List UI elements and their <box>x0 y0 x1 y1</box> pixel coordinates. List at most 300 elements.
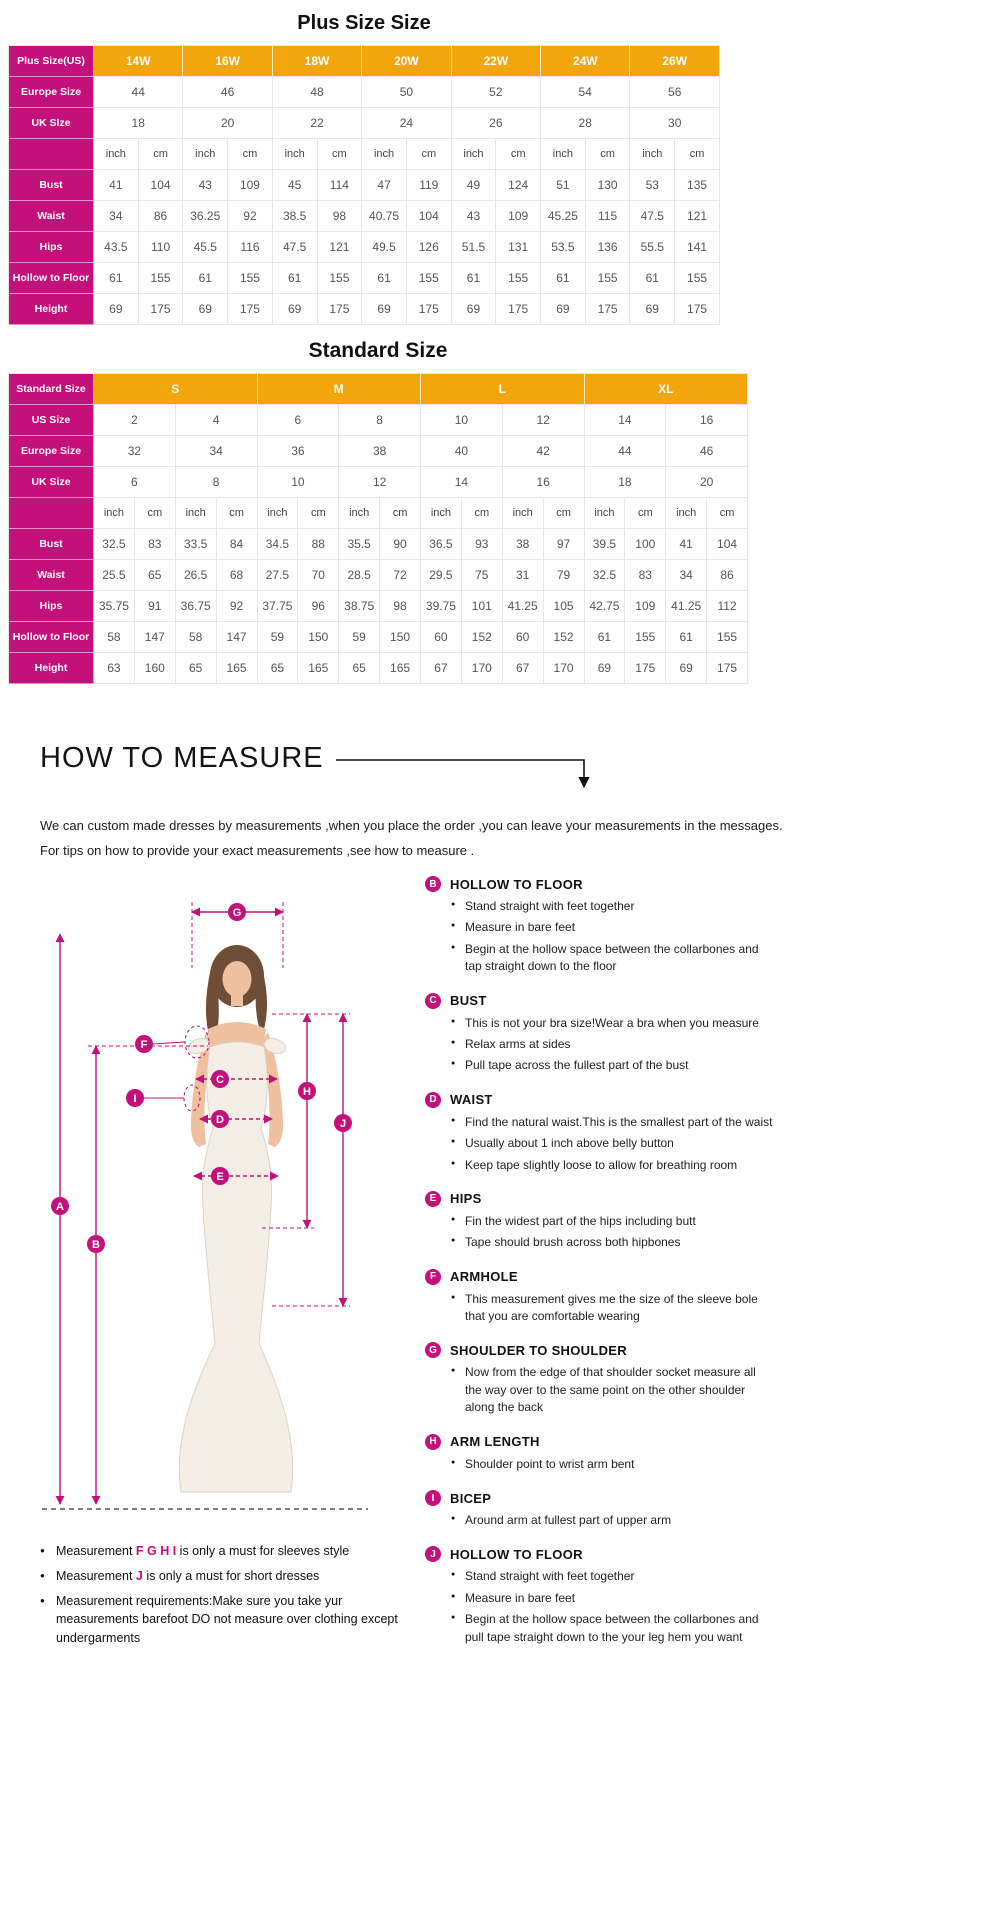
measure-item <box>425 1434 775 1473</box>
marker-a <box>51 1197 69 1215</box>
value-cell: 65 <box>176 653 217 684</box>
svg-text:F: F <box>140 1039 148 1051</box>
measure-tips <box>425 1568 775 1646</box>
value-cell: 100 <box>625 529 666 560</box>
value-cell: 69 <box>452 294 497 325</box>
marker-i <box>126 1089 144 1107</box>
value-cell: 175 <box>707 653 748 684</box>
row-label: UK SIze <box>9 108 94 139</box>
value-cell: 27.5 <box>258 560 299 591</box>
value-cell: 31 <box>503 560 544 591</box>
value-cell: 38.5 <box>273 201 318 232</box>
unit-cell: cm <box>586 139 631 170</box>
intro-line-1: We can custom made dresses by measurements ,when you place the order ,you can leave your measurements in the messages. <box>40 818 783 833</box>
size-cell: 38 <box>339 436 421 467</box>
size-cell: 52 <box>452 77 541 108</box>
row-label: Bust <box>9 170 94 201</box>
value-cell: 86 <box>139 201 184 232</box>
value-cell: 121 <box>318 232 363 263</box>
measure-name: HOLLOW TO FLOOR <box>450 876 583 892</box>
table-row <box>9 498 748 529</box>
size-cell: 10 <box>258 467 340 498</box>
how-to-measure-section <box>40 742 970 1663</box>
measure-tips <box>425 1456 775 1473</box>
value-cell: 75 <box>462 560 503 591</box>
unit-cell: inch <box>362 139 407 170</box>
value-cell: 147 <box>217 622 258 653</box>
size-cell: 20 <box>666 467 748 498</box>
value-cell: 150 <box>380 622 421 653</box>
row-label: Hips <box>9 232 94 263</box>
value-cell: 69 <box>666 653 707 684</box>
value-cell: 136 <box>586 232 631 263</box>
unit-cell: inch <box>452 139 497 170</box>
measure-item-header <box>425 1092 775 1108</box>
value-cell: 65 <box>135 560 176 591</box>
value-cell: 25.5 <box>94 560 135 591</box>
plus-size-title: Plus Size Size <box>297 12 431 34</box>
note <box>40 1542 412 1561</box>
value-cell: 41 <box>94 170 139 201</box>
value-cell: 160 <box>135 653 176 684</box>
marker-f <box>135 1035 153 1053</box>
measure-item <box>425 876 775 976</box>
measure-tip: ● Find the natural waist.This is the smallest part of the waist <box>451 1114 775 1131</box>
value-cell: 104 <box>139 170 184 201</box>
table-row <box>9 139 720 170</box>
value-cell: 45 <box>273 170 318 201</box>
unit-cell: cm <box>407 139 452 170</box>
value-cell: 165 <box>217 653 258 684</box>
value-cell: 35.5 <box>339 529 380 560</box>
row-label: Bust <box>9 529 94 560</box>
row-label: Hollow to Floor <box>9 263 94 294</box>
size-cell: 44 <box>585 436 667 467</box>
value-cell: 72 <box>380 560 421 591</box>
table-row <box>9 108 720 139</box>
measure-item-header <box>425 1342 775 1358</box>
size-cell: 46 <box>183 77 272 108</box>
measure-item-header <box>425 1490 775 1506</box>
unit-cell: inch <box>421 498 462 529</box>
value-cell: 38 <box>503 529 544 560</box>
standard-size-title: Standard Size <box>308 339 448 362</box>
svg-text:H: H <box>303 1086 311 1098</box>
table-row <box>9 436 748 467</box>
value-cell: 49 <box>452 170 497 201</box>
row-label: Hollow to Floor <box>9 622 94 653</box>
unit-cell: cm <box>298 498 339 529</box>
measure-tips <box>425 1015 775 1075</box>
value-cell: 101 <box>462 591 503 622</box>
size-cell: 30 <box>630 108 720 139</box>
size-header: 26W <box>630 46 720 77</box>
value-cell: 92 <box>217 591 258 622</box>
measure-instructions <box>425 876 775 1663</box>
marker-h <box>298 1082 316 1100</box>
measure-tip: ● Stand straight with feet together <box>451 1568 775 1585</box>
unit-cell: cm <box>707 498 748 529</box>
unit-cell: inch <box>503 498 544 529</box>
measure-item-header <box>425 993 775 1009</box>
note-accent-text: F G H I <box>135 1544 177 1558</box>
how-to-measure-title: HOW TO MEASURE <box>40 742 324 774</box>
marker-c <box>211 1070 229 1088</box>
row-label: Waist <box>9 201 94 232</box>
value-cell: 36.5 <box>421 529 462 560</box>
value-cell: 90 <box>380 529 421 560</box>
value-cell: 33.5 <box>176 529 217 560</box>
svg-text:C: C <box>216 1074 224 1086</box>
measure-item <box>425 1092 775 1174</box>
table-row <box>9 294 720 325</box>
measurement-notes <box>40 1542 412 1648</box>
marker-d <box>211 1110 229 1128</box>
value-cell: 59 <box>258 622 299 653</box>
row-label: Waist <box>9 560 94 591</box>
value-cell: 175 <box>625 653 666 684</box>
measure-name: WAIST <box>450 1092 493 1108</box>
letter-badge: E <box>425 1191 441 1207</box>
unit-cell: inch <box>666 498 707 529</box>
letter-badge: F <box>425 1269 441 1285</box>
value-cell: 155 <box>496 263 541 294</box>
value-cell: 175 <box>228 294 273 325</box>
value-cell: 112 <box>707 591 748 622</box>
value-cell: 126 <box>407 232 452 263</box>
value-cell: 61 <box>362 263 407 294</box>
table-row <box>9 263 720 294</box>
value-cell: 65 <box>258 653 299 684</box>
value-cell: 45.25 <box>541 201 586 232</box>
size-header: XL <box>585 374 749 405</box>
pointer-arrow <box>336 752 616 800</box>
value-cell: 104 <box>707 529 748 560</box>
size-header: 24W <box>541 46 630 77</box>
value-cell: 98 <box>318 201 363 232</box>
size-cell: 14 <box>421 467 503 498</box>
measure-name: SHOULDER TO SHOULDER <box>450 1342 627 1358</box>
size-header: 18W <box>273 46 362 77</box>
marker-e <box>211 1167 229 1185</box>
value-cell: 88 <box>298 529 339 560</box>
value-cell: 61 <box>585 622 626 653</box>
intro-line-2: For tips on how to provide your exact measurements ,see how to measure . <box>40 842 475 858</box>
value-cell: 175 <box>318 294 363 325</box>
table-row <box>9 622 748 653</box>
size-cell: 28 <box>541 108 630 139</box>
value-cell: 34 <box>666 560 707 591</box>
value-cell: 32.5 <box>94 529 135 560</box>
value-cell: 98 <box>380 591 421 622</box>
measure-item-header <box>425 1191 775 1207</box>
value-cell: 43 <box>452 201 497 232</box>
size-cell: 8 <box>339 405 421 436</box>
value-cell: 109 <box>496 201 541 232</box>
row-label: Europe Size <box>9 77 94 108</box>
measure-item <box>425 1191 775 1252</box>
size-cell: 48 <box>273 77 362 108</box>
measure-item-header <box>425 1269 775 1285</box>
value-cell: 155 <box>586 263 631 294</box>
size-cell: 12 <box>503 405 585 436</box>
unit-cell: inch <box>176 498 217 529</box>
size-cell: 26 <box>452 108 541 139</box>
size-cell: 24 <box>362 108 451 139</box>
value-cell: 104 <box>407 201 452 232</box>
size-header: S <box>94 374 258 405</box>
row-label <box>9 139 94 170</box>
measure-tip: ● Stand straight with feet together <box>451 898 775 915</box>
row-label: Height <box>9 294 94 325</box>
standard-size-table <box>8 373 748 684</box>
value-cell: 124 <box>496 170 541 201</box>
model-figure <box>179 945 292 1492</box>
value-cell: 69 <box>585 653 626 684</box>
note-text: is only a must for sleeves style <box>176 1544 350 1558</box>
size-cell: 16 <box>666 405 748 436</box>
value-cell: 28.5 <box>339 560 380 591</box>
value-cell: 60 <box>421 622 462 653</box>
measure-item-header <box>425 1434 775 1450</box>
value-cell: 152 <box>462 622 503 653</box>
value-cell: 43 <box>183 170 228 201</box>
size-cell: 32 <box>94 436 176 467</box>
marker-g <box>228 903 246 921</box>
diagram-column <box>40 876 420 1663</box>
value-cell: 40.75 <box>362 201 407 232</box>
value-cell: 53 <box>630 170 675 201</box>
value-cell: 170 <box>462 653 503 684</box>
size-header: L <box>421 374 585 405</box>
value-cell: 175 <box>586 294 631 325</box>
value-cell: 45.5 <box>183 232 228 263</box>
measure-tips <box>425 1364 775 1416</box>
table-row <box>9 560 748 591</box>
unit-cell: inch <box>585 498 626 529</box>
value-cell: 69 <box>273 294 318 325</box>
measure-tip: ● Fin the widest part of the hips including butt <box>451 1213 775 1230</box>
unit-cell: inch <box>94 139 139 170</box>
unit-cell: cm <box>675 139 720 170</box>
value-cell: 43.5 <box>94 232 139 263</box>
size-cell: 50 <box>362 77 451 108</box>
value-cell: 34 <box>94 201 139 232</box>
size-header: M <box>258 374 422 405</box>
unit-cell: inch <box>258 498 299 529</box>
row-label: Standard Size <box>9 374 94 405</box>
unit-cell: inch <box>94 498 135 529</box>
value-cell: 79 <box>544 560 585 591</box>
note-text: is only a must for short dresses <box>142 1568 320 1583</box>
value-cell: 41 <box>666 529 707 560</box>
measure-item <box>425 1546 775 1646</box>
value-cell: 53.5 <box>541 232 586 263</box>
size-cell: 12 <box>339 467 421 498</box>
svg-text:E: E <box>216 1171 224 1183</box>
value-cell: 119 <box>407 170 452 201</box>
row-label: Europe Size <box>9 436 94 467</box>
value-cell: 32.5 <box>585 560 626 591</box>
unit-cell: cm <box>217 498 258 529</box>
svg-text:D: D <box>216 1114 224 1126</box>
marker-j <box>334 1114 352 1132</box>
value-cell: 83 <box>135 529 176 560</box>
table-row <box>9 46 720 77</box>
value-cell: 47.5 <box>630 201 675 232</box>
value-cell: 34.5 <box>258 529 299 560</box>
value-cell: 38.75 <box>339 591 380 622</box>
size-header: 22W <box>452 46 541 77</box>
size-cell: 14 <box>585 405 667 436</box>
value-cell: 69 <box>362 294 407 325</box>
measurement-diagram <box>40 876 370 1521</box>
measure-tip: ● Relax arms at sides <box>451 1036 775 1053</box>
value-cell: 165 <box>298 653 339 684</box>
note-text: Measurement <box>56 1544 136 1558</box>
value-cell: 67 <box>503 653 544 684</box>
size-cell: 10 <box>421 405 503 436</box>
value-cell: 152 <box>544 622 585 653</box>
size-header: 14W <box>94 46 183 77</box>
svg-text:G: G <box>232 907 242 919</box>
measure-name: HIPS <box>450 1191 482 1207</box>
value-cell: 37.75 <box>258 591 299 622</box>
value-cell: 165 <box>380 653 421 684</box>
value-cell: 175 <box>407 294 452 325</box>
letter-badge: H <box>425 1434 441 1450</box>
row-label: Height <box>9 653 94 684</box>
table-row <box>9 467 748 498</box>
size-cell: 6 <box>258 405 340 436</box>
marker-b <box>87 1235 105 1253</box>
value-cell: 69 <box>183 294 228 325</box>
value-cell: 121 <box>675 201 720 232</box>
value-cell: 36.25 <box>183 201 228 232</box>
size-cell: 34 <box>176 436 258 467</box>
measure-tip: ● Now from the edge of that shoulder socket measure all the way over to the same point on the other shoulder along the back <box>451 1364 775 1416</box>
unit-cell: cm <box>318 139 363 170</box>
unit-cell: cm <box>462 498 503 529</box>
value-cell: 67 <box>421 653 462 684</box>
table-row <box>9 374 748 405</box>
value-cell: 105 <box>544 591 585 622</box>
value-cell: 97 <box>544 529 585 560</box>
measure-item <box>425 993 775 1075</box>
value-cell: 115 <box>586 201 631 232</box>
svg-text:J: J <box>339 1118 347 1130</box>
size-cell: 36 <box>258 436 340 467</box>
table-row <box>9 232 720 263</box>
value-cell: 114 <box>318 170 363 201</box>
value-cell: 63 <box>94 653 135 684</box>
size-cell: 8 <box>176 467 258 498</box>
size-cell: 40 <box>421 436 503 467</box>
size-cell: 20 <box>183 108 272 139</box>
letter-badge: C <box>425 993 441 1009</box>
value-cell: 60 <box>503 622 544 653</box>
unit-cell: inch <box>273 139 318 170</box>
value-cell: 61 <box>94 263 139 294</box>
value-cell: 155 <box>675 263 720 294</box>
value-cell: 150 <box>298 622 339 653</box>
measure-tip: ● This is not your bra size!Wear a bra when you measure <box>451 1015 775 1032</box>
unit-cell: cm <box>228 139 273 170</box>
value-cell: 51 <box>541 170 586 201</box>
measure-tip: ● Begin at the hollow space between the collarbones and pull tape straight down to the your leg hem you want <box>451 1611 775 1646</box>
value-cell: 155 <box>139 263 184 294</box>
measure-item <box>425 1269 775 1326</box>
unit-cell: cm <box>380 498 421 529</box>
value-cell: 58 <box>94 622 135 653</box>
size-cell: 54 <box>541 77 630 108</box>
value-cell: 29.5 <box>421 560 462 591</box>
value-cell: 110 <box>139 232 184 263</box>
measure-tips <box>425 1291 775 1326</box>
measure-tips <box>425 1512 775 1529</box>
unit-cell: cm <box>139 139 184 170</box>
letter-badge: B <box>425 876 441 892</box>
value-cell: 155 <box>407 263 452 294</box>
measure-name: BUST <box>450 993 487 1009</box>
measure-tips <box>425 1213 775 1252</box>
measure-tips <box>425 898 775 976</box>
size-cell: 16 <box>503 467 585 498</box>
value-cell: 130 <box>586 170 631 201</box>
measure-name: HOLLOW TO FLOOR <box>450 1546 583 1562</box>
value-cell: 69 <box>541 294 586 325</box>
row-label: Hips <box>9 591 94 622</box>
unit-cell: inch <box>339 498 380 529</box>
value-cell: 147 <box>135 622 176 653</box>
measure-tip: ● Begin at the hollow space between the collarbones and tap straight down to the floor <box>451 941 775 976</box>
letter-badge: G <box>425 1342 441 1358</box>
value-cell: 109 <box>625 591 666 622</box>
value-cell: 175 <box>139 294 184 325</box>
value-cell: 35.75 <box>94 591 135 622</box>
measure-item <box>425 1490 775 1529</box>
value-cell: 116 <box>228 232 273 263</box>
value-cell: 39.5 <box>585 529 626 560</box>
value-cell: 49.5 <box>362 232 407 263</box>
size-cell: 22 <box>273 108 362 139</box>
measure-tip: ● Measure in bare feet <box>451 1590 775 1607</box>
letter-badge: D <box>425 1092 441 1108</box>
size-cell: 6 <box>94 467 176 498</box>
letter-badge: I <box>425 1490 441 1506</box>
measure-tip: ● Around arm at fullest part of upper arm <box>451 1512 775 1529</box>
value-cell: 84 <box>217 529 258 560</box>
measure-tip: ● Keep tape slightly loose to allow for breathing room <box>451 1157 775 1174</box>
note <box>40 1592 412 1648</box>
value-cell: 131 <box>496 232 541 263</box>
size-cell: 44 <box>94 77 183 108</box>
note-text: Measurement <box>56 1568 136 1583</box>
value-cell: 68 <box>217 560 258 591</box>
value-cell: 175 <box>675 294 720 325</box>
value-cell: 41.25 <box>666 591 707 622</box>
svg-text:B: B <box>92 1239 100 1251</box>
value-cell: 170 <box>544 653 585 684</box>
value-cell: 175 <box>496 294 541 325</box>
value-cell: 41.25 <box>503 591 544 622</box>
note-text: Measurement requirements:Make sure you take yur measurements barefoot DO not measure over clothing except undergarments <box>56 1593 398 1645</box>
value-cell: 86 <box>707 560 748 591</box>
row-label: UK Size <box>9 467 94 498</box>
value-cell: 65 <box>339 653 380 684</box>
letter-badge: J <box>425 1546 441 1562</box>
measure-name: BICEP <box>450 1490 492 1506</box>
